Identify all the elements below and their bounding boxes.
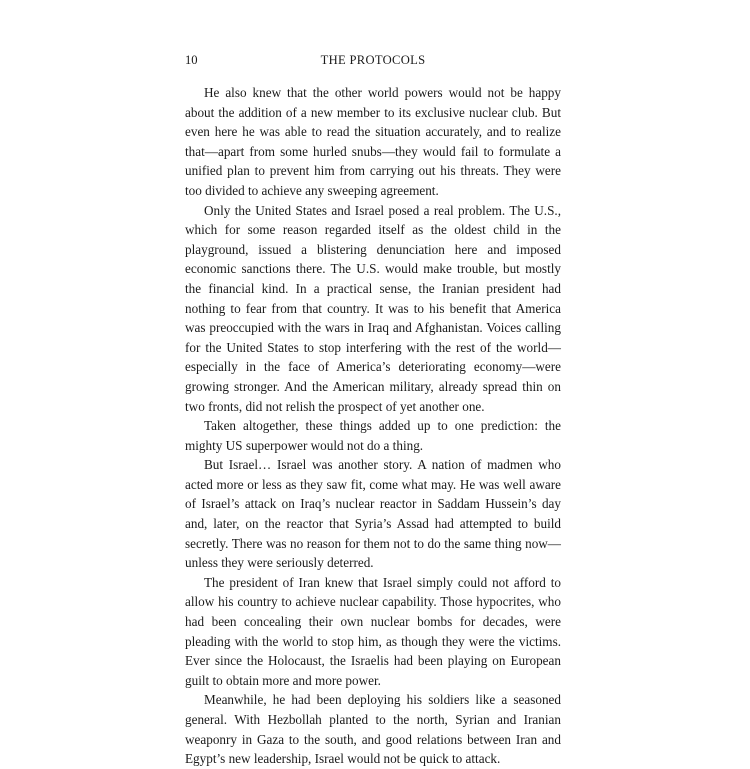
body-text (185, 83, 561, 769)
book-title: THE PROTOCOLS (320, 53, 426, 67)
running-head (185, 50, 561, 70)
paragraph: He also knew that the other world powers would not be happy about the addition of a new member to its exclusive nuclear club. But even here he was able to read the situation accurately, and to realize that—apart from some hurled snubs—they would fail to formulate a unified plan to prevent him from carrying out his threats. They were too divided to achieve any sweeping agreement. (185, 85, 561, 198)
paragraph: But Israel… Israel was another story. A nation of madmen who acted more or less as they saw fit, come what may. He was well aware of Israel’s attack on Iraq’s nuclear reactor in Saddam Hussein’s day and, later, on the reactor that Syria’s Assad had attempted to build secretly. There was no reason for them not to do the same thing now—unless they were seriously deterred. (185, 457, 561, 571)
book-page (185, 50, 561, 769)
paragraph: Taken altogether, these things added up to one prediction: the mighty US superpower would not do a thing. (185, 418, 561, 453)
paragraph: The president of Iran knew that Israel simply could not afford to allow his country to achieve nuclear capability. Those hypocrites, who had been concealing their own nuclear bombs for decades, were pleading with the world to stop him, as though they were the victims. Ever since the Holocaust, the Israelis had been playing on European guilt to obtain more and more power. (185, 574, 561, 688)
paragraph: Only the United States and Israel posed a real problem. The U.S., which for some reason regarded itself as the oldest child in the playground, issued a blistering denunciation here and imposed economic sanctions there. The U.S. would make trouble, but mostly the financial kind. In a practical sense, the Iranian president had nothing to fear from that country. It was to his benefit that America was preoccupied with the wars in Iraq and Afghanistan. Voices calling for the United States to stop interfering with the rest of the world—especially in the face of America’s deteriorating economy—were growing stronger. And the American military, already spread thin on two fronts, did not relish the prospect of yet another one. (185, 202, 561, 414)
paragraph: Meanwhile, he had been deploying his soldiers like a seasoned general. With Hezbollah planted to the north, Syrian and Iranian weaponry in Gaza to the south, and good relations between Iran and Egypt’s new leadership, Israel would not be quick to attack. (185, 692, 561, 767)
page-number: 10 (185, 53, 198, 67)
